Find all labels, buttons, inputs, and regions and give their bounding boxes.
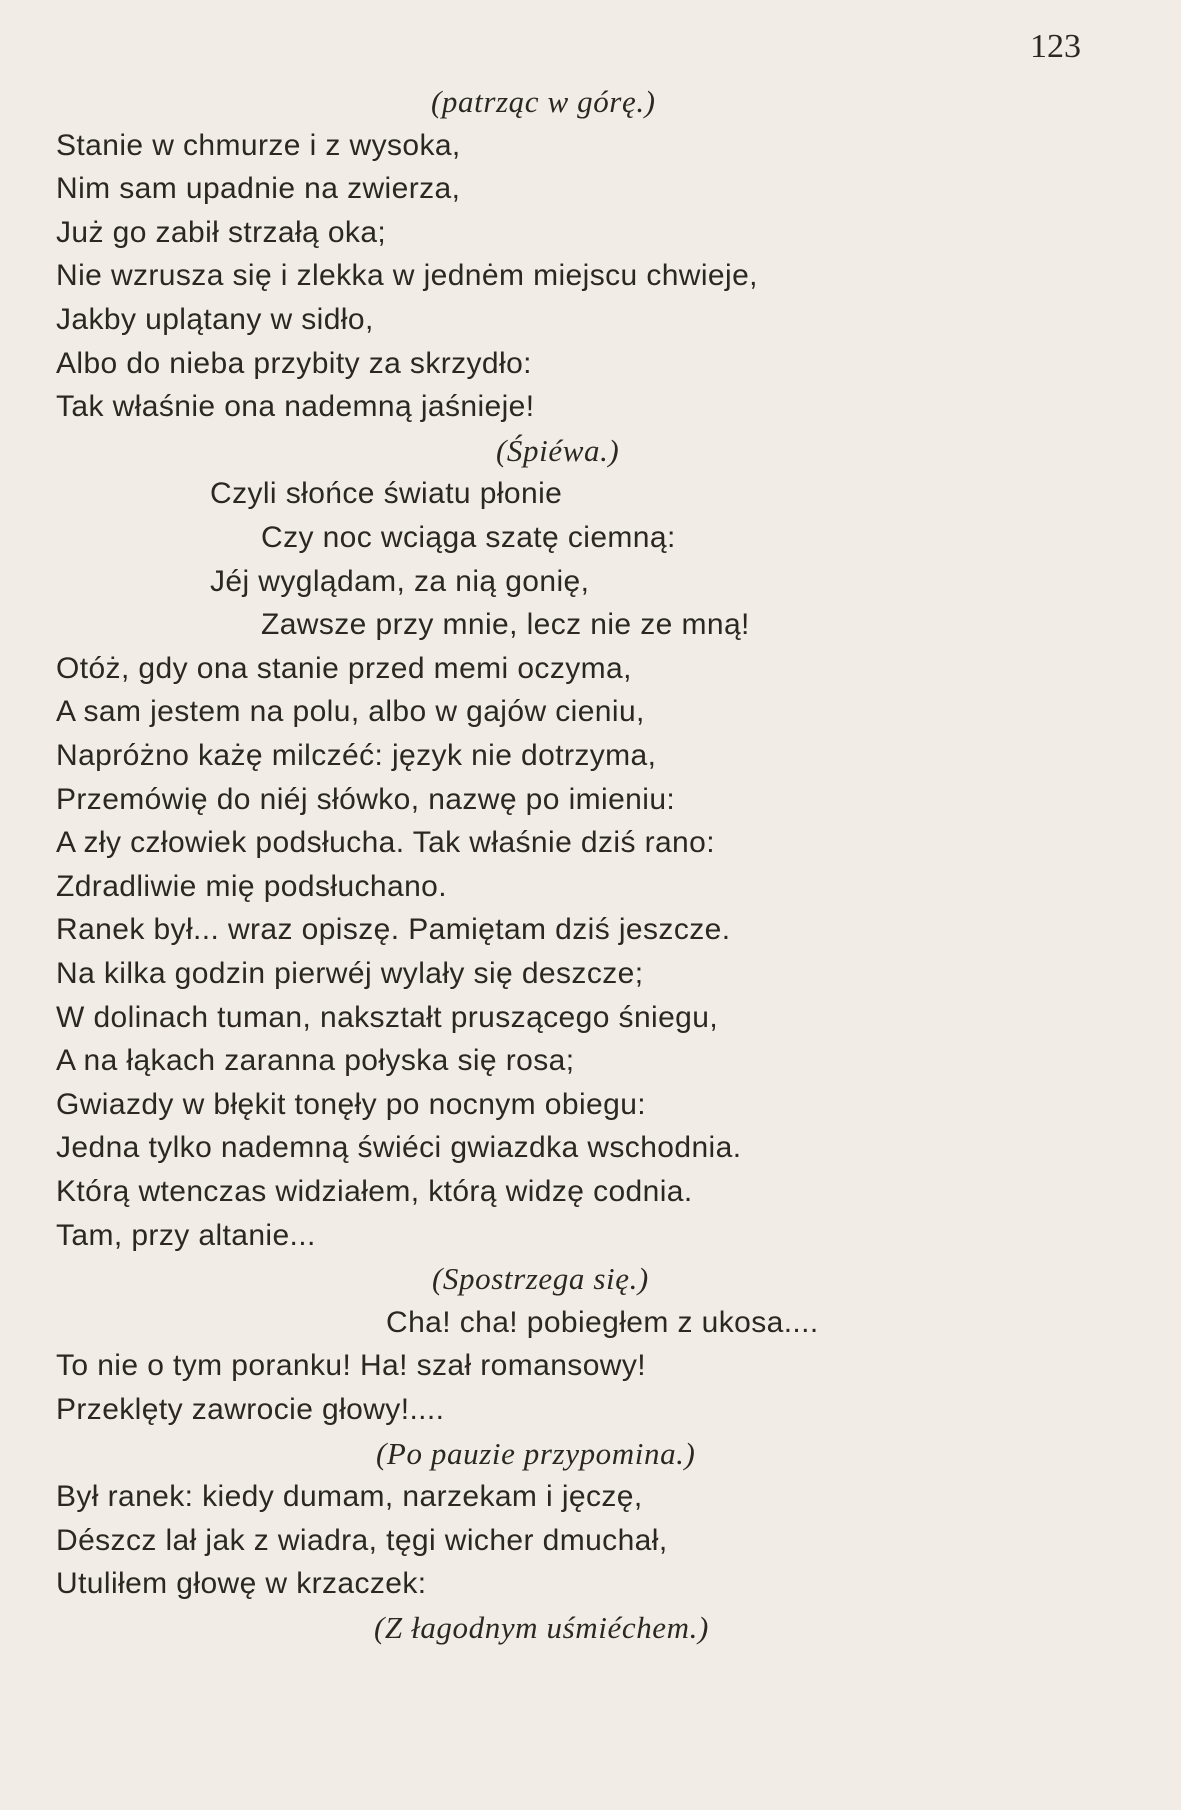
verse-line: Cha! cha! pobiegłem z ukosa.... [386, 1305, 819, 1339]
verse-line: Tam, przy altanie... [56, 1218, 316, 1252]
verse-line: Dészcz lał jak z wiadra, tęgi wicher dmuchał, [56, 1523, 668, 1557]
verse-line: Zdradliwie mię podsłuchano. [56, 869, 448, 903]
verse-line: Przemówię do niéj słówko, nazwę po imieniu: [56, 782, 676, 816]
stage-direction: (Spostrzega się.) [432, 1261, 649, 1297]
verse-line: Utuliłem głowę w krzaczek: [56, 1567, 427, 1601]
verse-line: Nie wzrusza się i zlekka w jednėm miejscu chwieje, [56, 259, 758, 293]
verse-line: Na kilka godzin pierwéj wylały się deszcze; [56, 957, 644, 990]
verse-line: Stanie w chmurze i z wysoka, [56, 128, 461, 162]
verse-line: W dolinach tuman, nakształt pruszącego śniegu, [56, 1000, 719, 1034]
stage-direction: (Śpiéwa.) [496, 432, 620, 468]
verse-line: Albo do nieba przybity za skrzydło: [56, 346, 532, 380]
verse-line: Przeklęty zawrocie głowy!.... [56, 1393, 445, 1426]
verse-line: Czyli słońce światu płonie [210, 477, 563, 511]
verse-line: Zawsze przy mnie, lecz nie ze mną! [261, 608, 750, 642]
verse-line: A na łąkach zaranna połyska się rosa; [56, 1044, 575, 1078]
verse-line: Był ranek: kiedy dumam, narzekam i jęczę, [56, 1480, 643, 1514]
verse-line: A zły człowiek podsłucha. Tak właśnie dziś rano: [56, 826, 715, 860]
verse-line: Jéj wyglądam, za nią gonię, [210, 564, 590, 598]
verse-line: Jakby uplątany w sidło, [56, 303, 374, 336]
verse-line: Tak właśnie ona nademną jaśnieje! [56, 390, 535, 424]
page-number: 123 [1030, 28, 1081, 65]
stage-direction: (Po pauzie przypomina.) [376, 1435, 696, 1471]
stage-direction: (patrząc w górę.) [431, 84, 656, 119]
verse-line: Ranek był... wraz opiszę. Pamiętam dziś jeszcze. [56, 913, 731, 947]
verse-line: Czy noc wciąga szatę ciemną: [261, 521, 676, 554]
verse-line: Napróżno każę milczéć: język nie dotrzyma, [56, 739, 657, 772]
verse-line: Gwiazdy w błękit tonęły po nocnym obiegu: [56, 1087, 647, 1121]
verse-line: Otóż, gdy ona stanie przed memi oczyma, [56, 651, 632, 685]
verse-line: To nie o tym poranku! Ha! szał romansowy! [56, 1349, 646, 1383]
verse-line: Jedna tylko nademną świéci gwiazdka wschodnia. [56, 1131, 742, 1165]
stage-direction: (Z łagodnym uśmiéchem.) [374, 1610, 709, 1645]
verse-line: Nim sam upadnie na zwierza, [56, 172, 461, 206]
verse-line: Którą wtenczas widziałem, którą widzę codnia. [56, 1175, 693, 1208]
verse-line: A sam jestem na polu, albo w gajów cieniu, [56, 695, 645, 729]
verse-line: Już go zabił strzałą oka; [56, 215, 387, 249]
